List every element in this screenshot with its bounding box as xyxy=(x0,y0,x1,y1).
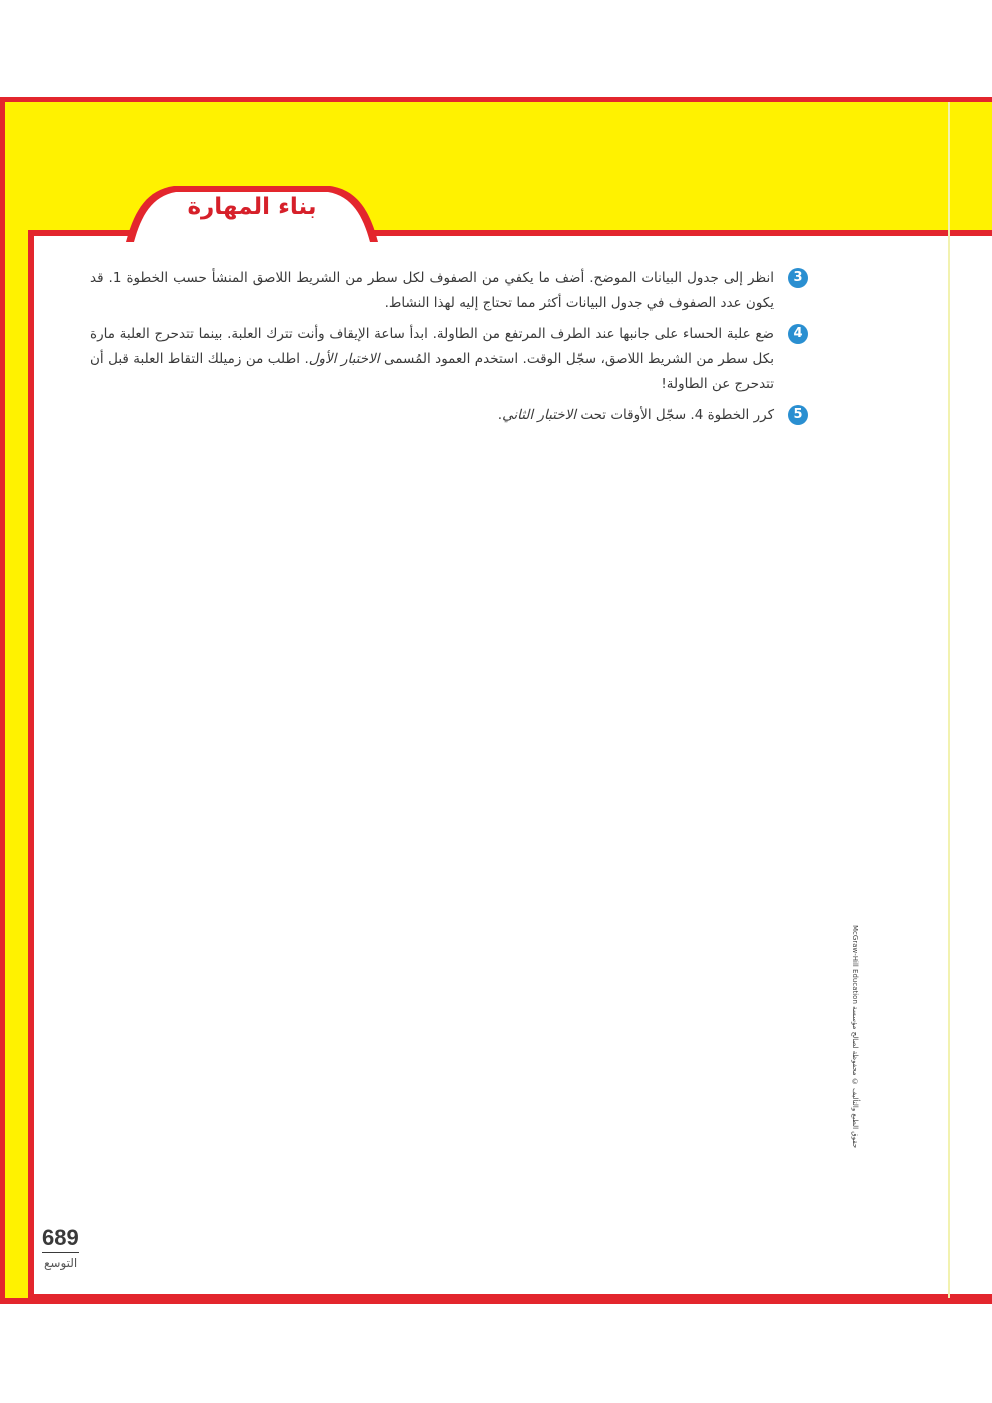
step-number-badge: 4 xyxy=(788,324,808,344)
copyright-notice: McGraw-Hill Education حقوق الطبع والتأليف © محفوظة لصالح مؤسسة xyxy=(851,925,859,1149)
page-number: 689 xyxy=(42,1225,79,1253)
step-item xyxy=(90,403,810,428)
step-text: كرر الخطوة 4. سجّل الأوقات تحت xyxy=(576,407,774,423)
steps-list xyxy=(90,266,810,434)
step-text: . اطلب من زميلك التقاط العلبة قبل أن تتدحرج عن الطاولة! xyxy=(90,351,774,392)
margin-divider xyxy=(948,102,950,1298)
step-text: ضع علبة الحساء على جانبها عند الطرف المرتفع من الطاولة. ابدأ ساعة الإيقاف وأنت تترك العلبة. بينما تتدحرج العلبة مارة بكل سطر من الشريط اللاصق، سجّل الوقت. استخدم العمود المُسمى xyxy=(90,326,774,367)
step-item xyxy=(90,322,810,397)
section-title: بناء المهارة xyxy=(187,194,317,220)
step-number-badge: 3 xyxy=(788,268,808,288)
step-number-badge: 5 xyxy=(788,405,808,425)
step-text: انظر إلى جدول البيانات الموضح. أضف ما يكفي من الصفوف لكل سطر من الشريط اللاصق المنشأ حسب الخطوة 1. قد يكون عدد الصفوف في جدول البيانات أكثر مما تحتاج إليه لهذا النشاط. xyxy=(90,270,774,311)
section-name: التوسع xyxy=(44,1256,78,1270)
step-italic-term: الاختبار الثاني xyxy=(502,407,577,423)
step-italic-term: الاختبار الأول xyxy=(308,351,380,367)
right-margin-panel xyxy=(950,236,992,1294)
step-item xyxy=(90,266,810,316)
step-text: . xyxy=(497,407,503,423)
